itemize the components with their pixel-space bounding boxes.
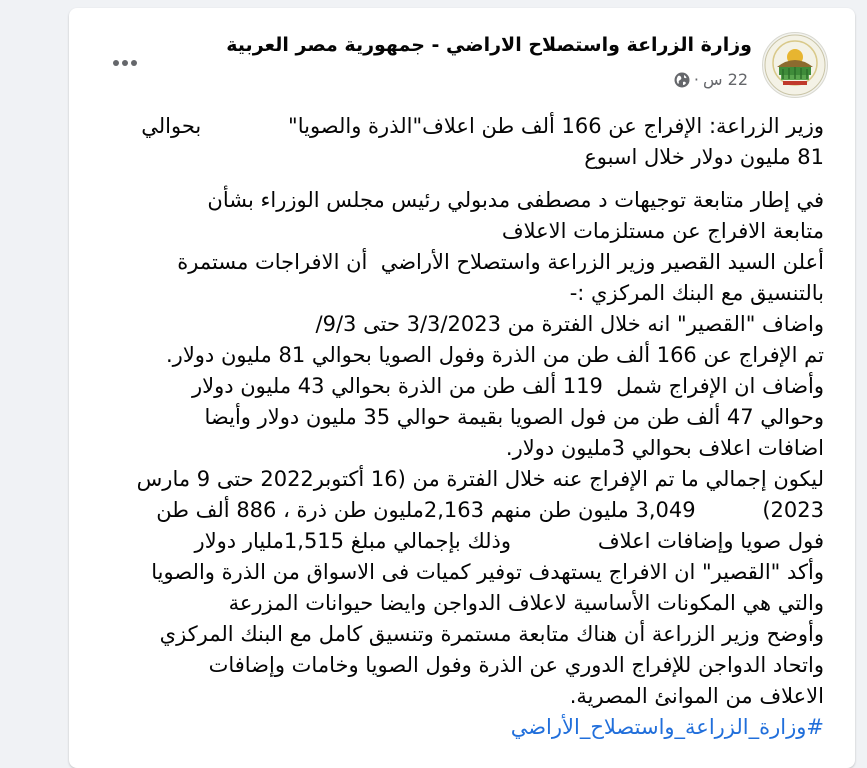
body-line: فول صويا وإضافات اعلاف وذلك بإجمالي مبلغ 1,515مليار دولار: [194, 529, 824, 553]
body-line: في إطار متابعة توجيهات د مصطفى مدبولي رئيس مجلس الوزراء بشأن: [207, 188, 824, 212]
body-line: تم الإفراج عن 166 ألف طن من الذرة وفول الصويا بحوالي 81 مليون دولار.: [166, 343, 824, 367]
body-line: وأضاف ان الإفراج شمل 119 ألف طن من الذرة بحوالي 43 مليون دولار: [191, 374, 824, 398]
hashtag-link[interactable]: #وزارة_الزراعة_واستصلاح_الأراضي: [510, 715, 824, 739]
post-body: [94, 111, 824, 743]
body-line: واضاف "القصير" انه خلال الفترة من 3/3/2023 حتى 9/3/: [315, 312, 824, 336]
globe-icon[interactable]: [674, 72, 690, 88]
meta-separator: ·: [693, 70, 700, 89]
post-timestamp[interactable]: 22 س: [703, 70, 748, 89]
headline-line: وزير الزراعة: الإفراج عن 166 ألف طن اعلاف"الذرة والصويا" بحوالي: [141, 114, 824, 138]
body-line: والتي هي المكونات الأساسية لاعلاف الدواجن وايضا حيوانات المزرعة: [228, 591, 824, 615]
page-name-link[interactable]: وزارة الزراعة واستصلاح الاراضي - جمهورية مصر العربية: [226, 34, 752, 56]
ministry-logo: [763, 33, 827, 97]
body-line: ليكون إجمالي ما تم الإفراج عنه خلال الفترة من (16 أكتوبر2022 حتى 9 مارس: [136, 467, 824, 491]
more-horizontal-icon: [112, 51, 139, 70]
body-line: واتحاد الدواجن للإفراج الدوري عن الذرة وفول الصويا وخامات وإضافات: [208, 653, 824, 677]
post-meta: [674, 70, 748, 89]
body-line: الاعلاف من الموانئ المصرية.: [569, 684, 824, 708]
post-card: [69, 8, 855, 768]
more-options-button[interactable]: [107, 42, 143, 78]
body-line: وأكد "القصير" ان الافراج يستهدف توفير كميات فى الاسواق من الذرة والصويا: [151, 560, 824, 584]
body-line: اضافات اعلاف بحوالي 3مليون دولار.: [505, 436, 824, 460]
body-line: وحوالي 47 ألف طن من فول الصويا بقيمة حوالي 35 مليون دولار وأيضا: [204, 405, 824, 429]
page-avatar[interactable]: [762, 32, 828, 98]
body-line: بالتنسيق مع البنك المركزي :-: [569, 281, 824, 305]
body-line: وأوضح وزير الزراعة أن هناك متابعة مستمرة وتنسيق كامل مع البنك المركزي: [159, 622, 824, 646]
headline-line: 81 مليون دولار خلال اسبوع: [584, 145, 824, 169]
body-line: متابعة الافراج عن مستلزمات الاعلاف: [501, 219, 824, 243]
body-line: أعلن السيد القصير وزير الزراعة واستصلاح الأراضي أن الافراجات مستمرة: [177, 250, 824, 274]
body-line: 2023) 3,049 مليون طن منهم 2,163مليون طن ذرة ، 886 ألف طن: [156, 498, 824, 522]
